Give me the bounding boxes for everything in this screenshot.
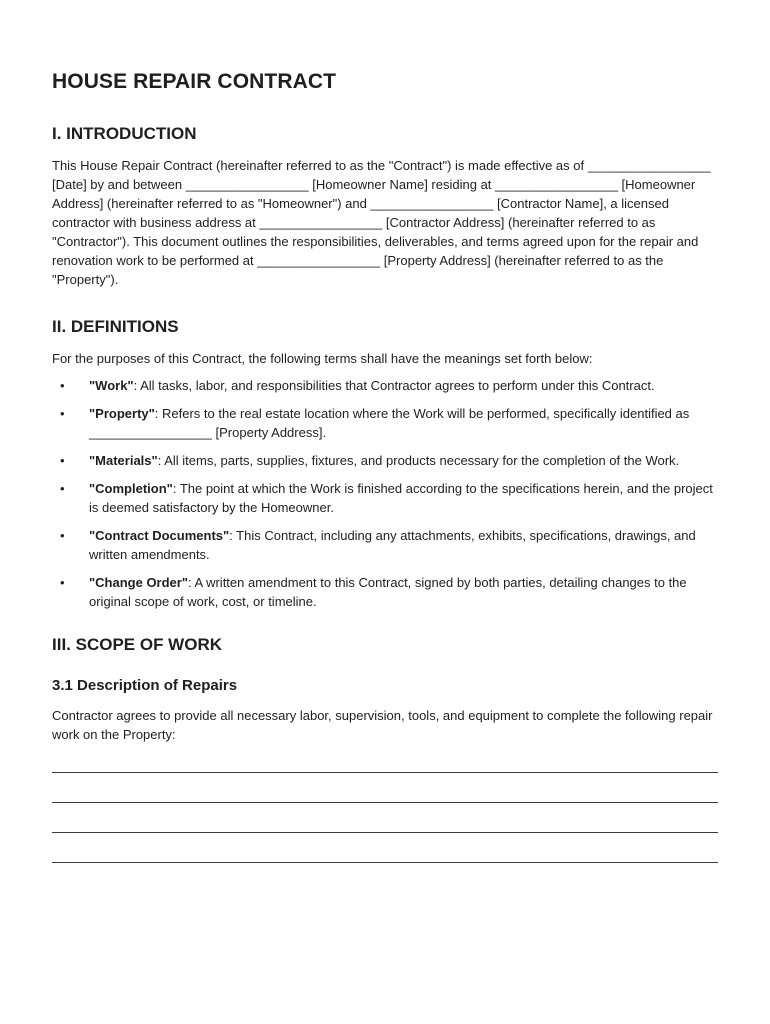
definitions-heading: II. DEFINITIONS (52, 317, 179, 336)
repair-description-blank-line[interactable] (52, 814, 718, 833)
definition-item-contract-documents (52, 526, 720, 564)
definition-term: "Property" (89, 406, 155, 421)
definition-item-change-order (52, 573, 720, 611)
definition-text: : Refers to the real estate location where the Work will be performed, specifically identified as _________________ [Property Address]. (89, 406, 690, 440)
description-of-repairs-heading: 3.1 Description of Repairs (52, 677, 238, 694)
introduction-heading: I. INTRODUCTION (52, 124, 197, 143)
definition-text: : This Contract, including any attachments, exhibits, specifications, drawings, and written amendments. (89, 528, 696, 562)
definitions-list (52, 376, 720, 611)
definition-item-property (52, 404, 720, 442)
definition-term: "Work" (89, 378, 134, 393)
definition-term: "Completion" (89, 481, 173, 496)
definition-text: : The point at which the Work is finished according to the specifications herein, and the project is deemed satisfactory by the Homeowner. (89, 481, 713, 515)
definition-term: "Contract Documents" (89, 528, 230, 543)
definition-term: "Change Order" (89, 575, 189, 590)
definition-item-materials (52, 451, 720, 470)
definitions-lead-paragraph: For the purposes of this Contract, the following terms shall have the meanings set forth below: (52, 351, 593, 366)
definition-term: "Materials" (89, 453, 158, 468)
document-page (52, 70, 720, 874)
scope-of-work-heading: III. SCOPE OF WORK (52, 635, 223, 654)
definition-text: : All tasks, labor, and responsibilities that Contractor agrees to perform under this Contract. (133, 378, 655, 393)
description-of-repairs-paragraph: Contractor agrees to provide all necessary labor, supervision, tools, and equipment to complete the following repair work on the Property: (52, 708, 713, 742)
repair-description-blank-line[interactable] (52, 844, 718, 863)
definition-text: : All items, parts, supplies, fixtures, and products necessary for the completion of the Work. (157, 453, 680, 468)
definition-item-work (52, 376, 720, 395)
definition-text: : A written amendment to this Contract, signed by both parties, detailing changes to the original scope of work, cost, or timeline. (89, 575, 687, 609)
document-title: HOUSE REPAIR CONTRACT (52, 70, 337, 93)
introduction-paragraph: This House Repair Contract (hereinafter referred to as the "Contract") is made effective as of _________________ [Date] by and between _________________ [Homeowner Name] residing at _________________ [Homeowner Address] (hereinafter referred to as "Homeowner") and _________________ [Contractor Name], a licensed contractor with business address at _________________ [Contractor Address] (hereinafter referred to as "Contractor"). This document outlines the responsibilities, deliverables, and terms agreed upon for the repair and renovation work to be performed at _________________ [Property Address] (hereinafter referred to as the "Property"). (52, 158, 711, 287)
definition-item-completion (52, 479, 720, 517)
repair-description-blank-line[interactable] (52, 784, 718, 803)
repair-description-blank-line[interactable] (52, 754, 718, 773)
